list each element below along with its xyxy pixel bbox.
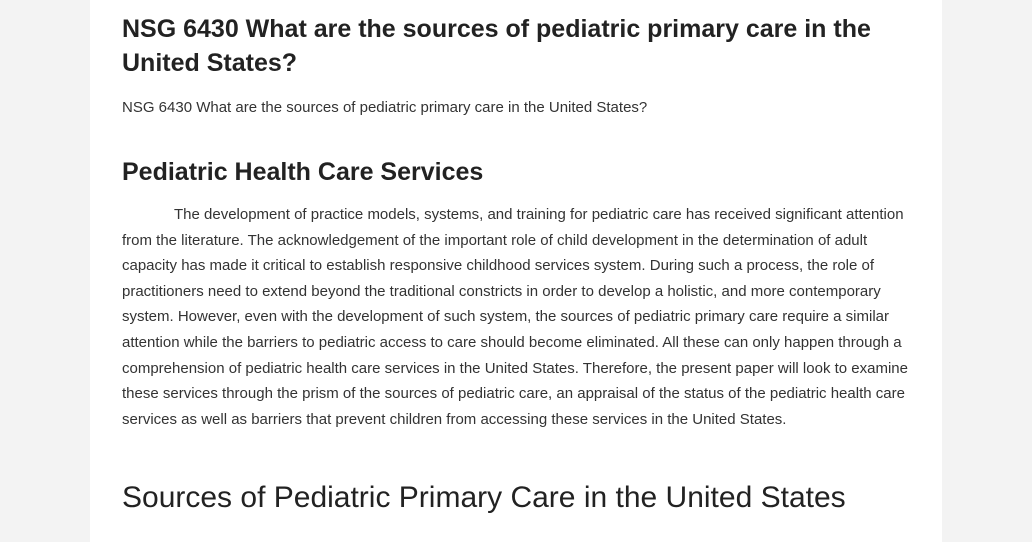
- article-intro: NSG 6430 What are the sources of pediatric primary care in the United States?: [122, 99, 648, 116]
- article-title: NSG 6430 What are the sources of pediatric primary care in the United States?: [122, 15, 871, 77]
- article-content: [122, 12, 912, 518]
- article-page: [90, 0, 942, 542]
- section-heading-pediatric-health-care-services: Pediatric Health Care Services: [122, 158, 484, 186]
- section-heading-sources-of-pediatric-primary-care: Sources of Pediatric Primary Care in the United States: [122, 481, 846, 515]
- section-body-paragraph: The development of practice models, systems, and training for pediatric care has received significant attention from the literature. The acknowledgement of the important role of child development in the determination of adult capacity has made it critical to establish responsive childhood services system. During such a process, the role of practitioners need to extend beyond the traditional constricts in order to develop a holistic, and more contemporary system. However, even with the development of such system, the sources of pediatric primary care require a similar attention while the barriers to pediatric access to care should become eliminated. All these can only happen through a comprehension of pediatric health care services in the United States. Therefore, the present paper will look to examine these services through the prism of the sources of pediatric care, an appraisal of the status of the pediatric health care services as well as barriers that prevent children from accessing these services in the United States.: [122, 206, 908, 428]
